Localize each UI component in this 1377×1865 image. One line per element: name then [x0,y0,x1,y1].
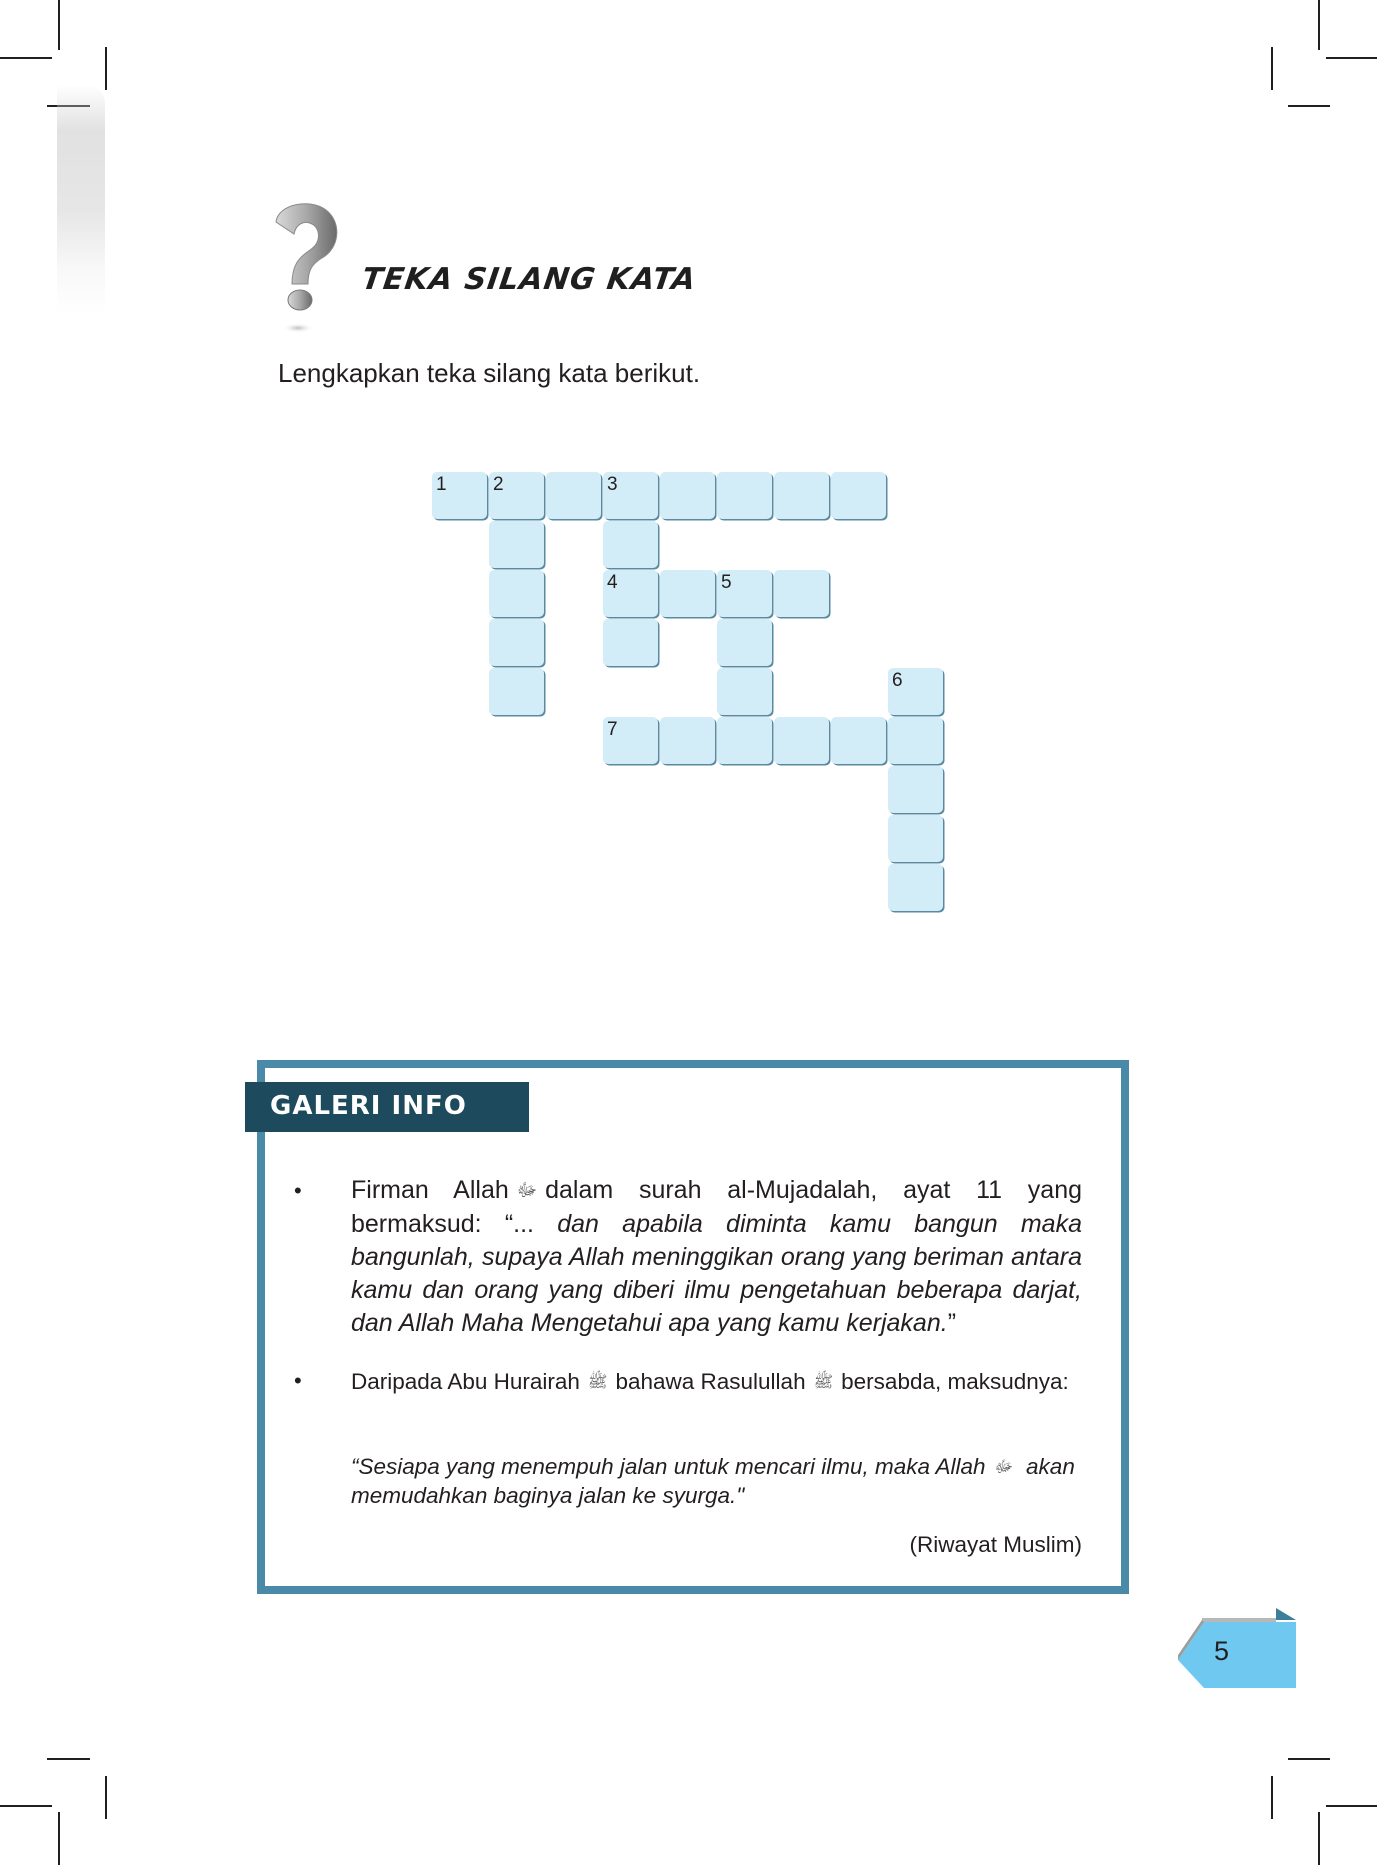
crossword-cell[interactable] [774,570,829,617]
crossword-cell[interactable] [717,472,772,519]
bullet-icon: • [294,1368,302,1393]
crop-mark [1271,1776,1273,1819]
clue-number: 2 [493,474,504,495]
crossword-cell[interactable] [603,717,658,764]
crossword-cell[interactable] [717,668,772,715]
crossword-cell[interactable] [603,521,658,568]
radiyallahu-ligature-icon: ﷺ [587,1373,608,1392]
clue-number: 4 [607,572,618,593]
info-box-header [245,1082,529,1132]
instruction-text: Lengkapkan teka silang kata berikut. [278,358,701,388]
crossword-cell[interactable] [603,570,658,617]
text: bersabda, maksudnya: [841,1369,1069,1394]
text: Daripada Abu Hurairah [351,1369,580,1394]
crossword-cell[interactable] [717,570,772,617]
crossword-cell[interactable] [888,766,943,813]
text: akan memudahkan baginya jalan ke syurga." [351,1454,1075,1509]
background-watermark [57,85,105,315]
crop-mark [1326,57,1377,59]
crossword-cell[interactable] [660,570,715,617]
clue-number: 3 [607,474,618,495]
crossword-cell[interactable] [831,472,886,519]
crop-mark [0,57,52,59]
crop-mark [1288,1758,1330,1760]
crossword-cell[interactable] [489,619,544,666]
saw-ligature-icon: ﷺ [813,1373,834,1392]
info-box-title: GALERI INFO [270,1091,467,1121]
page-number-tab [1178,1604,1296,1688]
crossword-cell[interactable] [546,472,601,519]
crop-mark [105,47,107,90]
hadith-quote [351,1453,1082,1510]
crop-mark [1288,105,1330,107]
crop-mark [1318,1812,1320,1865]
crop-mark [1326,1805,1377,1807]
text: dalam surah al-Mujadalah, ayat 11 yang bermaksud: “... [351,1176,1083,1238]
crop-mark [47,1758,90,1760]
text: ” [947,1308,957,1337]
text: “Sesiapa yang menempuh jalan untuk mencari ilmu, maka Allah [351,1454,986,1479]
crossword-cell[interactable] [432,472,487,519]
crossword-cell[interactable] [774,717,829,764]
info-item-hadith [351,1368,1082,1397]
crossword-cell[interactable] [717,619,772,666]
quran-translation: dan apabila diminta kamu bangun maka bangunlah, supaya Allah meninggikan orang yang beriman antara kamu dan orang yang diberi ilmu pengetahuan beberapa darjat, dan Allah Maha Mengetahui apa yang kamu kerjakan. [351,1209,1082,1337]
crossword-cell[interactable] [717,717,772,764]
page-number: 5 [1214,1636,1230,1666]
crossword-cell[interactable] [888,717,943,764]
allah-ligature-icon: ﷻ [516,1179,538,1200]
clue-number: 1 [436,474,447,495]
allah-ligature-icon: ﷻ [993,1458,1012,1477]
section-title: TEKA SILANG KATA [359,262,699,297]
clue-number: 5 [721,572,732,593]
crossword-cell[interactable] [489,521,544,568]
crossword-cell[interactable] [660,717,715,764]
crop-mark [58,0,60,50]
bullet-icon: • [294,1178,302,1203]
crop-mark [1271,47,1273,90]
text: bahawa Rasulullah [615,1369,806,1394]
text: Firman Allah [351,1176,509,1204]
clue-number: 7 [607,719,618,740]
crop-mark [105,1776,107,1819]
hadith-source: (Riwayat Muslim) [909,1532,1082,1557]
crossword-cell[interactable] [831,717,886,764]
crop-mark [58,1812,60,1865]
crossword-cell[interactable] [888,815,943,862]
crossword-cell[interactable] [603,472,658,519]
crossword-cell[interactable] [774,472,829,519]
crossword-cell[interactable] [489,472,544,519]
question-mark-icon [270,200,350,340]
crop-mark [0,1805,52,1807]
clue-number: 6 [892,670,903,691]
info-item-quran [351,1174,1082,1340]
crossword-cell[interactable] [489,570,544,617]
crossword-cell[interactable] [888,668,943,715]
crossword-cell[interactable] [603,619,658,666]
crop-mark [1318,0,1320,50]
crossword-cell[interactable] [888,864,943,911]
crossword-cell[interactable] [660,472,715,519]
crossword-cell[interactable] [489,668,544,715]
